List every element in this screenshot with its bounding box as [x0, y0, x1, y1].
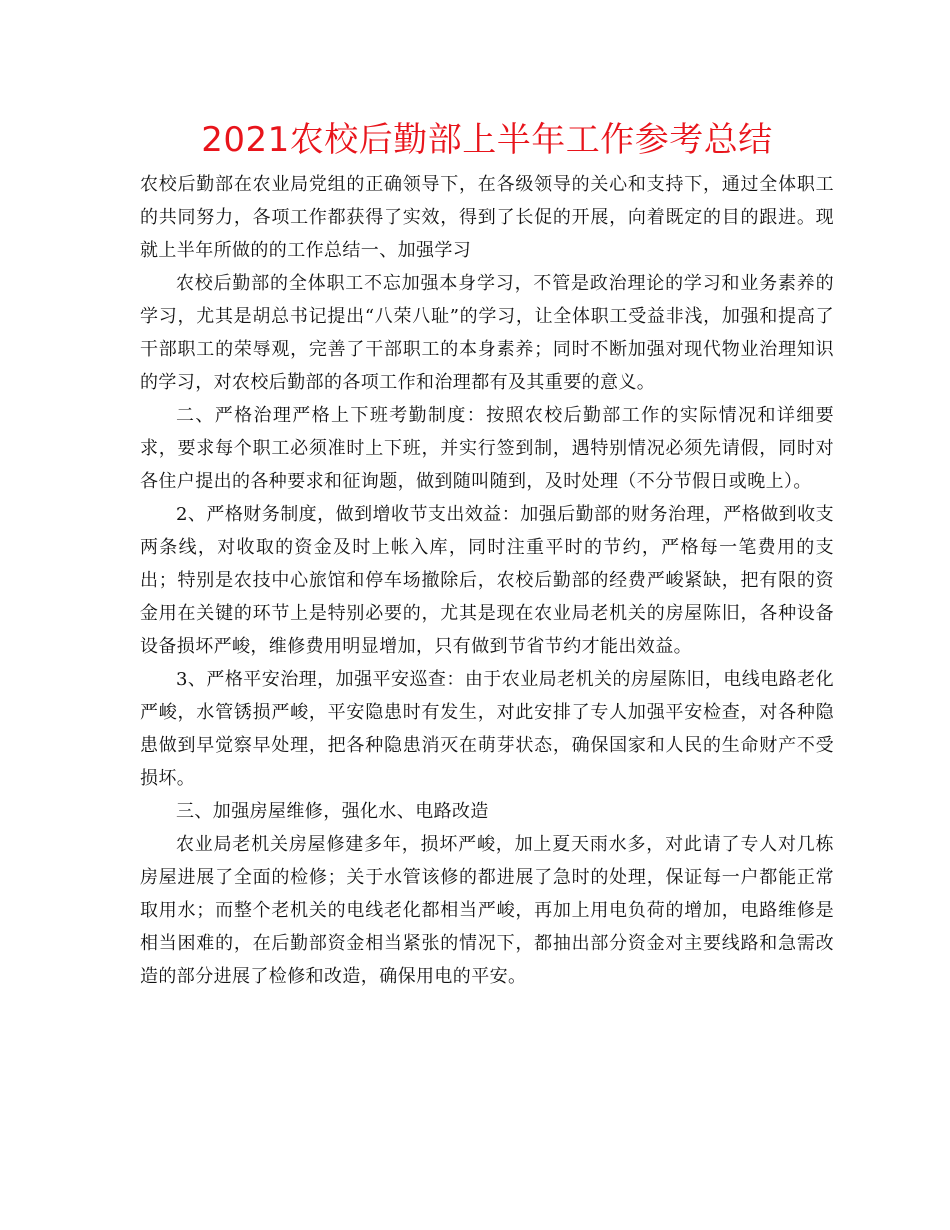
paragraph-study: 农校后勤部的全体职工不忘加强本身学习，不管是政治理论的学习和业务素养的学习，尤其是胡总书记提出“八荣八耻”的学习，让全体职工受益非浅，加强和提高了干部职工的荣辱观，完善了干部职工的本身素养；同时不断加强对现代物业治理知识的学习，对农校后勤部的各项工作和治理都有及其重要的意义。 — [140, 273, 834, 393]
section-heading-maintenance: 三、加强房屋维修，强化水、电路改造 — [176, 801, 489, 822]
paragraph-intro: 农校后勤部在农业局党组的正确领导下，在各级领导的关心和支持下，通过全体职工的共同努力，各项工作都获得了实效，得到了长促的开展，向着既定的目的跟进。现就上半年所做的的工作总结一、加强学习 — [140, 174, 834, 261]
document-title: 2021农校后勤部上半年工作参考总结 — [201, 120, 773, 160]
paragraph-maintenance: 农业局老机关房屋修建多年，损坏严峻，加上夏天雨水多，对此请了专人对几栋房屋进展了全面的检修；关于水管该修的都进展了急时的处理，保证每一户都能正常取用水；而整个老机关的电线老化都相当严峻，再加上用电负荷的增加，电路维修是相当困难的，在后勤部资金相当紧张的情况下，都抽出部分资金对主要线路和急需改造的部分进展了检修和改造，确保用电的平安。 — [140, 834, 834, 987]
paragraph-finance: 2、严格财务制度，做到增收节支出效益：加强后勤部的财务治理，严格做到收支两条线，对收取的资金及时上帐入库，同时注重平时的节约，严格每一笔费用的支出；特别是农技中心旅馆和停车场撤除后，农校后勤部的经费严峻紧缺，把有限的资金用在关键的环节上是特别必要的，尤其是现在农业局老机关的房屋陈旧，各种设备设备损坏严峻，维修费用明显增加，只有做到节省节约才能出效益。 — [140, 504, 834, 657]
paragraph-safety: 3、严格平安治理，加强平安巡查：由于农业局老机关的房屋陈旧，电线电路老化严峻，水管锈损严峻，平安隐患时有发生，对此安排了专人加强平安检查，对各种隐患做到早觉察早处理，把各种隐患消灭在萌芽状态，确保国家和人民的生命财产不受损坏。 — [140, 669, 834, 789]
paragraph-attendance: 二、严格治理严格上下班考勤制度：按照农校后勤部工作的实际情况和详细要求，要求每个职工必须准时上下班，并实行签到制，遇特别情况必须先请假，同时对各住户提出的各种要求和征询题，做到随叫随到，及时处理（不分节假日或晚上）。 — [140, 405, 834, 492]
